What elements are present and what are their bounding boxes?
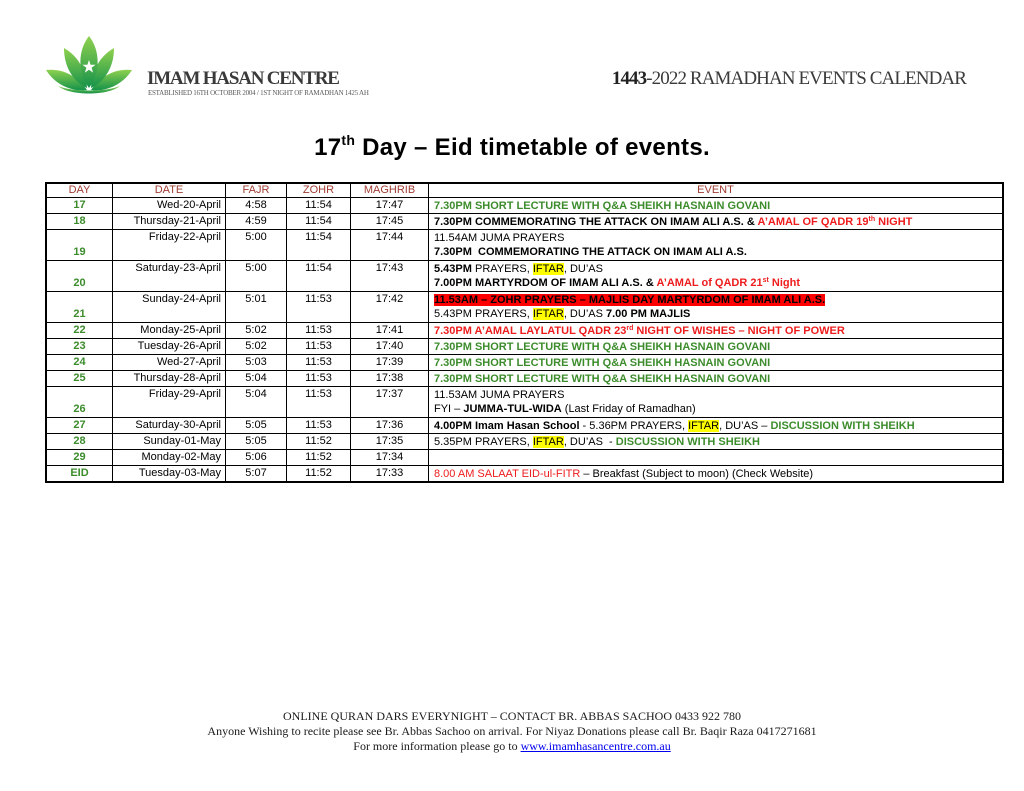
calendar-title-text: -2022 RAMADHAN EVENTS CALENDAR (646, 68, 966, 89)
events-table-body (46, 183, 1003, 482)
table-row (46, 387, 1003, 418)
event-line (434, 467, 1002, 481)
event-text: 7.00 PM MAJLIS (606, 308, 691, 320)
table-row (46, 466, 1003, 483)
event-cell (429, 387, 1004, 418)
calendar-year: 1443 (611, 68, 647, 89)
day-cell: 22 (46, 323, 113, 339)
date-cell: Thursday-21-April (113, 214, 226, 230)
table-row (46, 434, 1003, 450)
date-cell: Monday-02-May (113, 450, 226, 466)
event-line (434, 388, 1002, 402)
event-text: 7.30PM COMMEMORATING THE ATTACK ON IMAM ALI A.S. (434, 246, 747, 258)
fajr-cell: 5:00 (226, 261, 287, 292)
zohr-cell: 11:53 (287, 292, 351, 323)
event-text: 8.00 AM SALAAT EID-ul-FITR (434, 467, 581, 480)
column-header-zohr: ZOHR (287, 183, 351, 198)
date-cell: Tuesday-03-May (113, 466, 226, 483)
event-superscript: rd (626, 324, 634, 332)
zohr-cell: 11:53 (287, 387, 351, 418)
fajr-cell: 5:03 (226, 355, 287, 371)
event-text: 7.30PM SHORT LECTURE WITH Q&A SHEIKH HASNAIN GOVANI (434, 199, 771, 212)
event-text: 7.00PM MARTYRDOM OF IMAM ALI A.S. & (434, 277, 657, 289)
column-header-day: DAY (46, 183, 113, 198)
event-line (434, 324, 1002, 338)
zohr-cell: 11:53 (287, 323, 351, 339)
day-cell: 23 (46, 339, 113, 355)
date-cell: Sunday-24-April (113, 292, 226, 323)
date-cell: Thursday-28-April (113, 371, 226, 387)
event-text: 7.30PM A’AMAL LAYLATUL QADR 23 (434, 324, 627, 337)
zohr-cell: 11:52 (287, 466, 351, 483)
event-text: NIGHT (875, 215, 913, 228)
date-cell: Monday-25-April (113, 323, 226, 339)
day-cell: 24 (46, 355, 113, 371)
maghrib-cell: 17:35 (351, 434, 429, 450)
event-text: 11.54AM JUMA PRAYERS (434, 232, 565, 244)
fajr-cell: 5:04 (226, 371, 287, 387)
events-table (45, 182, 1004, 483)
event-text: 4.00PM Imam Hasan School (434, 419, 580, 432)
zohr-cell: 11:53 (287, 339, 351, 355)
column-header-date: DATE (113, 183, 226, 198)
title-day-number: 17 (314, 134, 342, 161)
footer-dars-line: ONLINE QURAN DARS EVERYNIGHT – CONTACT BR. ABBAS SACHOO 0433 922 780 (283, 709, 741, 723)
maghrib-cell: 17:36 (351, 418, 429, 434)
event-text: JUMMA-TUL-WIDA (463, 403, 562, 415)
event-text: Night (768, 277, 800, 289)
iftar-highlight: IFTAR (532, 435, 564, 448)
event-text: 7.30PM SHORT LECTURE WITH Q&A SHEIKH HASNAIN GOVANI (434, 372, 771, 385)
date-cell: Friday-29-April (113, 387, 226, 418)
iftar-highlight: IFTAR (532, 263, 564, 275)
day-cell: 26 (46, 387, 113, 418)
event-text: 7.30PM SHORT LECTURE WITH Q&A SHEIKH HASNAIN GOVANI (434, 340, 771, 353)
event-text: 7.30PM COMMEMORATING THE ATTACK ON IMAM ALI A.S. & (434, 215, 758, 228)
event-text: NIGHT OF WISHES – NIGHT OF POWER (633, 324, 845, 337)
date-cell: Sunday-01-May (113, 434, 226, 450)
fajr-cell: 5:02 (226, 323, 287, 339)
date-cell: Saturday-30-April (113, 418, 226, 434)
table-row (46, 323, 1003, 339)
fajr-cell: 5:04 (226, 387, 287, 418)
event-cell (429, 292, 1004, 323)
table-row (46, 450, 1003, 466)
event-cell (429, 214, 1004, 230)
day-cell: 29 (46, 450, 113, 466)
fajr-cell: 5:02 (226, 339, 287, 355)
event-cell (429, 450, 1004, 466)
day-cell: 28 (46, 434, 113, 450)
event-superscript: st (762, 277, 769, 284)
maghrib-cell: 17:33 (351, 466, 429, 483)
day-cell: EID (46, 466, 113, 483)
event-cell (429, 418, 1004, 434)
date-cell: Tuesday-26-April (113, 339, 226, 355)
table-row (46, 261, 1003, 292)
event-line (434, 372, 1002, 386)
maghrib-cell: 17:44 (351, 230, 429, 261)
event-text: – Breakfast (Subject to moon) (Check Website) (580, 467, 814, 480)
column-header-fajr: FAJR (226, 183, 287, 198)
lotus-logo (44, 34, 134, 96)
day-cell: 17 (46, 198, 113, 214)
event-text: 7.30PM SHORT LECTURE WITH Q&A SHEIKH HASNAIN GOVANI (434, 356, 771, 369)
event-cell (429, 434, 1004, 450)
maghrib-cell: 17:42 (351, 292, 429, 323)
maghrib-cell: 17:38 (351, 371, 429, 387)
fajr-cell: 5:00 (226, 230, 287, 261)
event-text: , DU’AS – (719, 419, 771, 432)
maghrib-cell: 17:40 (351, 339, 429, 355)
zohr-cell: 11:54 (287, 230, 351, 261)
zohr-cell: 11:54 (287, 214, 351, 230)
table-row (46, 292, 1003, 323)
event-text: A’AMAL OF QADR 19 (757, 215, 869, 228)
page-title (0, 134, 1024, 162)
event-cell (429, 371, 1004, 387)
footer-contact-line: Anyone Wishing to recite please see Br. Abbas Sachoo on arrival. For Niyaz Donations please call Br. Baqir Raza 0417271681 (207, 724, 817, 738)
org-name: IMAM HASAN CENTRE (147, 68, 339, 89)
title-day-suffix: th (341, 132, 356, 148)
event-line (434, 262, 1002, 276)
event-text: (Last Friday of Ramadhan) (561, 403, 696, 415)
maghrib-cell: 17:34 (351, 450, 429, 466)
zohr-cell: 11:54 (287, 261, 351, 292)
event-cell (429, 230, 1004, 261)
fajr-cell: 4:58 (226, 198, 287, 214)
date-cell: Friday-22-April (113, 230, 226, 261)
zohr-cell: 11:53 (287, 355, 351, 371)
event-text: FYI – (434, 403, 464, 415)
table-row (46, 355, 1003, 371)
day-cell: 21 (46, 292, 113, 323)
zohr-cell: 11:54 (287, 198, 351, 214)
day-cell: 27 (46, 418, 113, 434)
website-link[interactable]: www.imamhasancentre.com.au (520, 739, 671, 753)
event-line (434, 276, 1002, 290)
fajr-cell: 4:59 (226, 214, 287, 230)
event-line (434, 307, 1002, 321)
footer (0, 709, 1024, 754)
event-cell (429, 261, 1004, 292)
zohr-cell: 11:53 (287, 418, 351, 434)
table-row (46, 371, 1003, 387)
day-cell: 19 (46, 230, 113, 261)
date-cell: Saturday-23-April (113, 261, 226, 292)
event-line (434, 402, 1002, 416)
iftar-highlight: IFTAR (532, 308, 564, 320)
event-line (434, 215, 1002, 229)
date-cell: Wed-20-April (113, 198, 226, 214)
column-header-event: EVENT (429, 183, 1004, 198)
event-line (434, 231, 1002, 245)
table-row (46, 230, 1003, 261)
event-text: 11.53AM JUMA PRAYERS (434, 389, 565, 401)
event-line (434, 293, 1002, 307)
maghrib-cell: 17:41 (351, 323, 429, 339)
event-cell (429, 466, 1004, 483)
event-line (434, 245, 1002, 259)
table-header-row (46, 183, 1003, 198)
event-text: A’AMAL of QADR 21 (656, 277, 763, 289)
event-text: , DU’AS (563, 308, 606, 320)
event-text: 5.43PM PRAYERS, (434, 308, 533, 320)
fajr-cell: 5:01 (226, 292, 287, 323)
table-row (46, 198, 1003, 214)
event-text: DISCUSSION WITH SHEIKH (770, 419, 915, 432)
maghrib-cell: 17:39 (351, 355, 429, 371)
event-cell (429, 323, 1004, 339)
date-cell: Wed-27-April (113, 355, 226, 371)
table-row (46, 214, 1003, 230)
maghrib-cell: 17:45 (351, 214, 429, 230)
established-tagline: ESTABLISHED 16TH OCTOBER 2004 / 1ST NIGHT OF RAMADHAN 1425 AH (148, 89, 369, 97)
event-cell (429, 198, 1004, 214)
event-superscript: th (868, 215, 876, 223)
event-line (434, 199, 1002, 213)
event-text: , DU’AS (563, 263, 603, 275)
footer-info-text: For more information please go to (353, 739, 521, 753)
day-cell: 20 (46, 261, 113, 292)
event-text: PRAYERS, (471, 263, 533, 275)
event-text: DISCUSSION WITH SHEIKH (615, 435, 760, 448)
column-header-maghrib: MAGHRIB (351, 183, 429, 198)
zohr-cell: 11:53 (287, 371, 351, 387)
fajr-cell: 5:05 (226, 434, 287, 450)
iftar-highlight: IFTAR (688, 419, 720, 432)
event-line (434, 419, 1002, 433)
event-line (434, 435, 1002, 449)
zohr-cell: 11:52 (287, 434, 351, 450)
fajr-cell: 5:06 (226, 450, 287, 466)
event-cell (429, 339, 1004, 355)
event-text: , DU’AS - (563, 435, 616, 448)
maghrib-cell: 17:43 (351, 261, 429, 292)
event-text: 5.35PM PRAYERS, (434, 435, 533, 448)
majlis-highlight: 11.53AM – ZOHR PRAYERS – MAJLIS DAY MARTYRDOM OF IMAM ALI A.S. (434, 294, 826, 306)
maghrib-cell: 17:37 (351, 387, 429, 418)
fajr-cell: 5:07 (226, 466, 287, 483)
day-cell: 18 (46, 214, 113, 230)
fajr-cell: 5:05 (226, 418, 287, 434)
calendar-title (612, 68, 966, 90)
event-text: - 5.36PM PRAYERS, (579, 419, 689, 432)
zohr-cell: 11:52 (287, 450, 351, 466)
table-row (46, 418, 1003, 434)
event-text: 5.43PM (434, 263, 472, 275)
footer-info-line (0, 739, 1024, 754)
title-text: Day – Eid timetable of events. (355, 134, 710, 161)
maghrib-cell: 17:47 (351, 198, 429, 214)
day-cell: 25 (46, 371, 113, 387)
event-cell (429, 355, 1004, 371)
table-row (46, 339, 1003, 355)
event-line (434, 356, 1002, 370)
event-line (434, 340, 1002, 354)
